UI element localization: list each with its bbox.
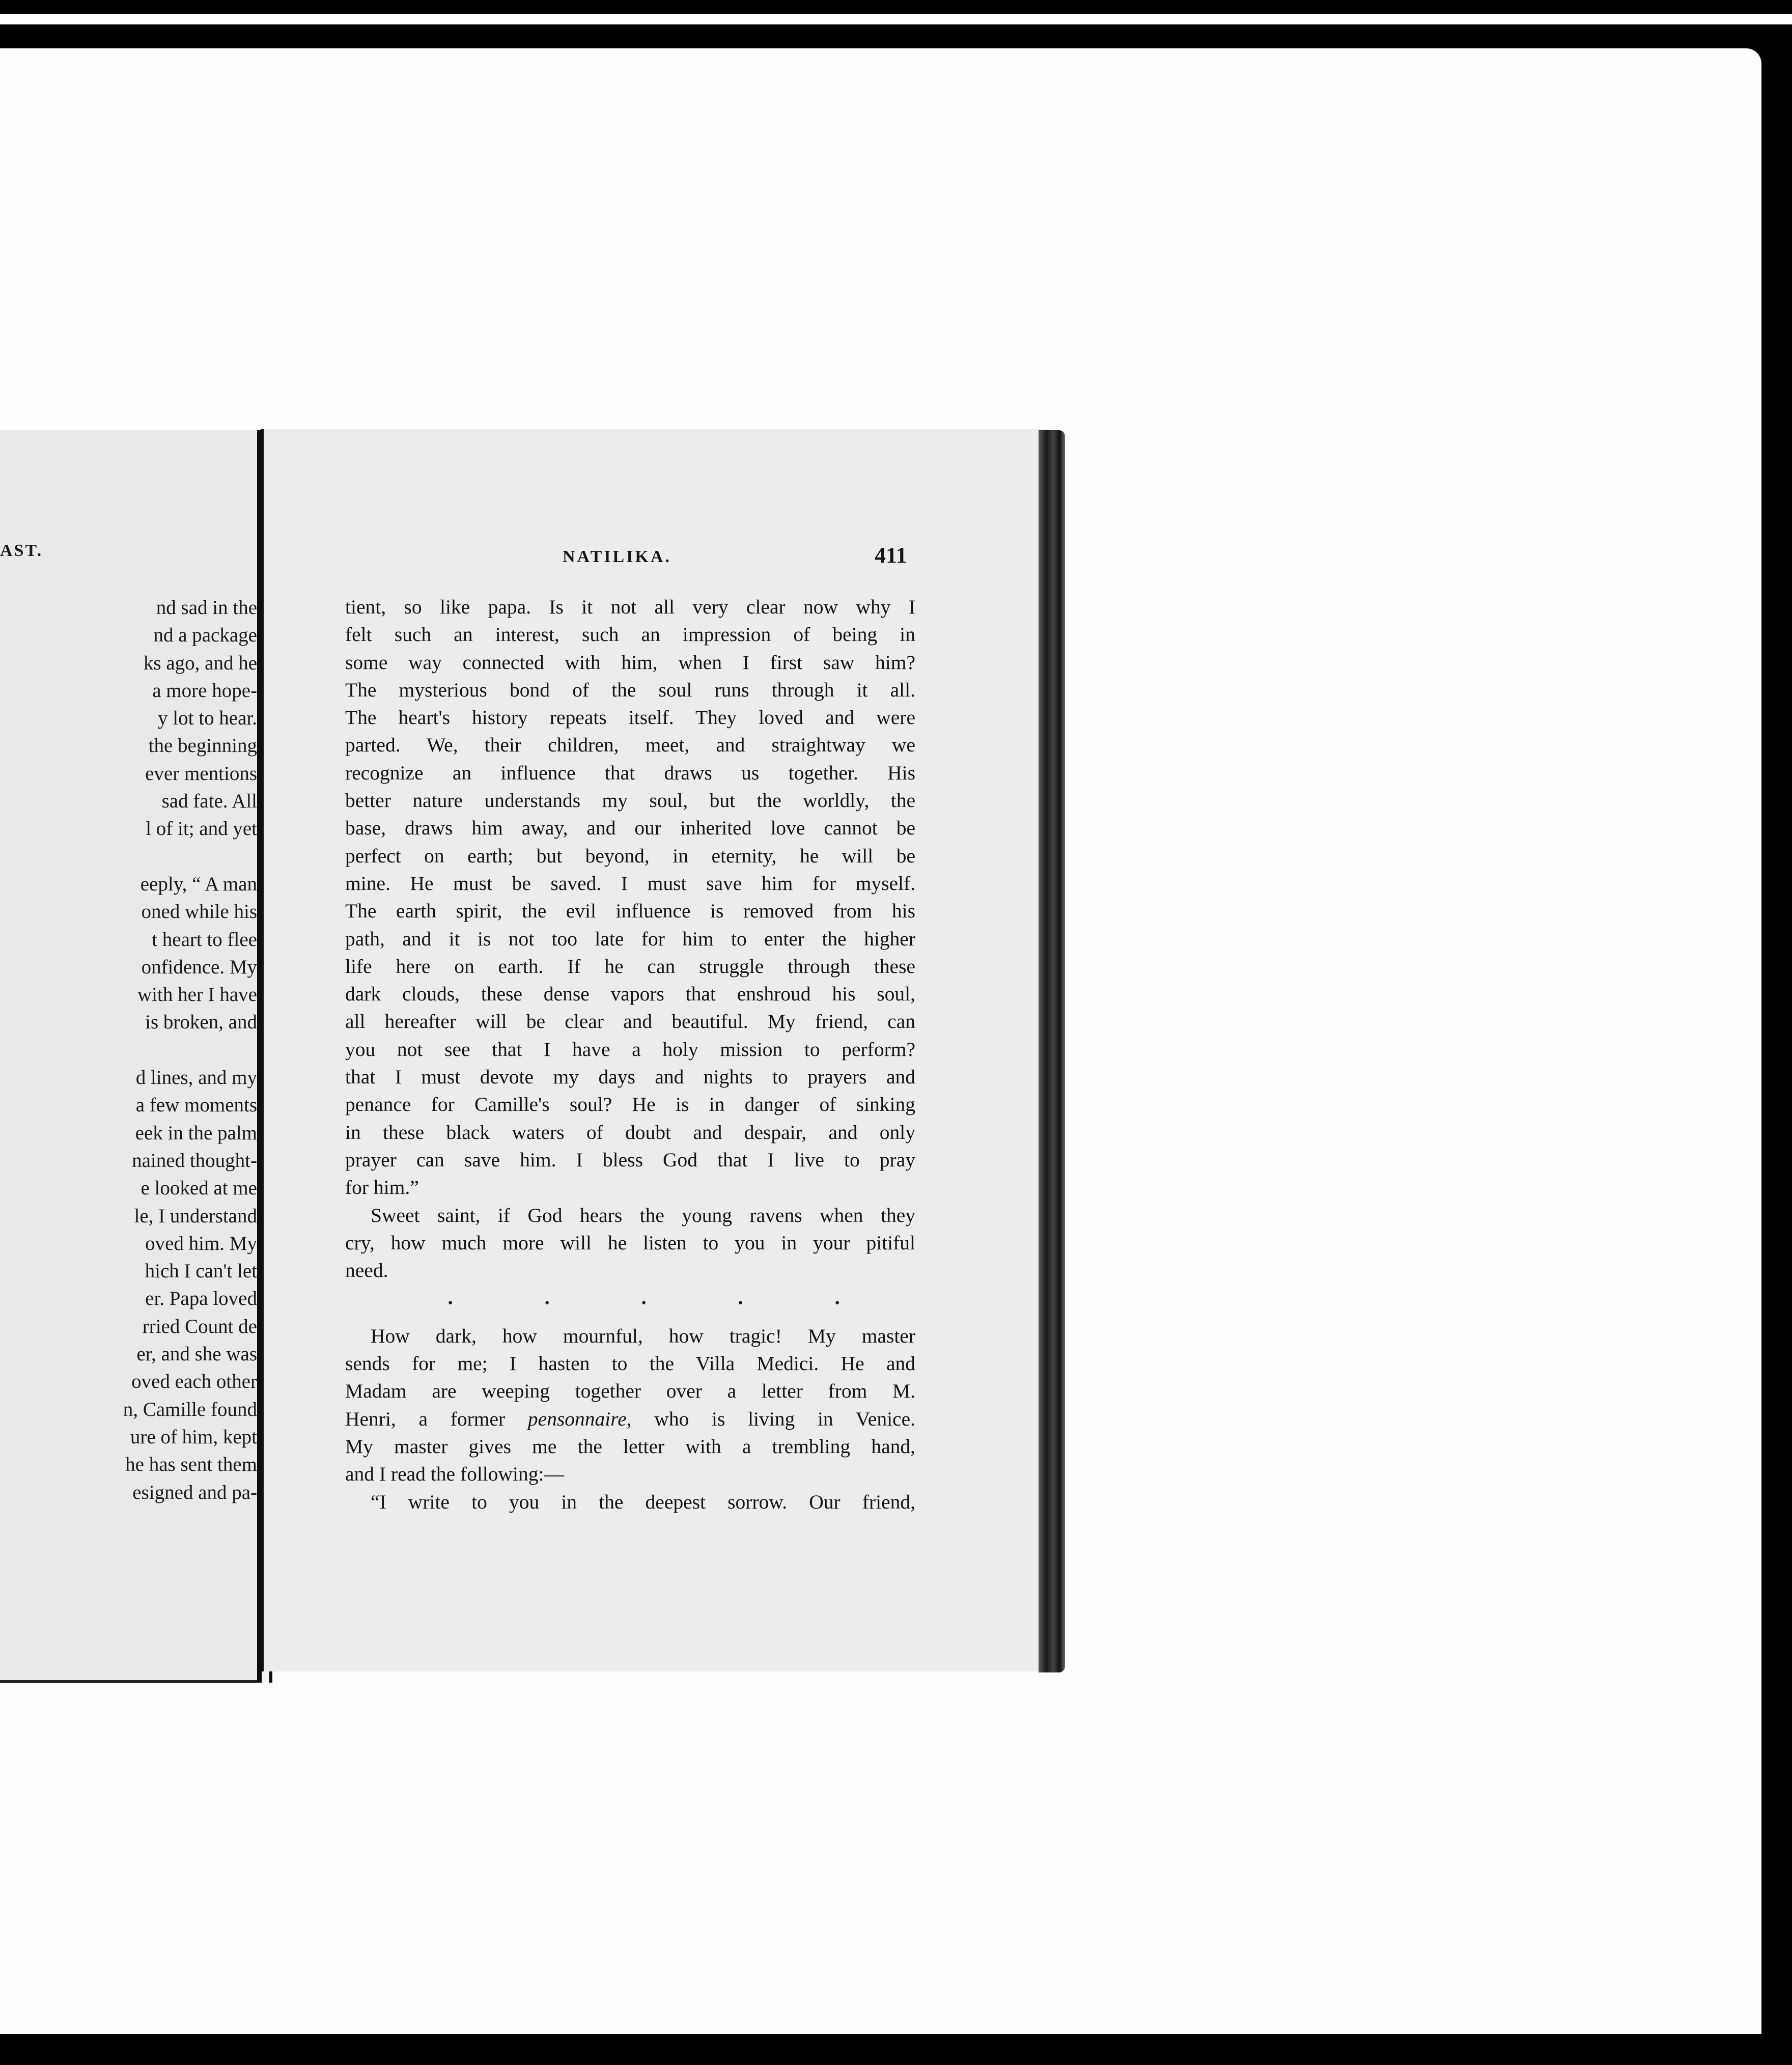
left-text-line: sad fate. All <box>161 790 257 813</box>
text-line: recognize an influence that draws us together. His <box>345 761 915 784</box>
left-text-line: n, Camille found <box>123 1398 257 1420</box>
text-line: prayer can save him. I bless God that I live to pray <box>345 1148 915 1171</box>
text-line: Henri, a former pensonnaire, who is living in Venice. <box>345 1407 915 1430</box>
text-line: for him.” <box>345 1176 419 1199</box>
text-line: Sweet saint, if God hears the young ravens when they <box>371 1204 915 1226</box>
text-line: penance for Camille's soul? He is in danger of sinking <box>345 1093 915 1116</box>
left-text-line: ever mentions <box>145 762 257 785</box>
text-line: The mysterious bond of the soul runs through it all. <box>345 678 915 701</box>
text-line: “I write to you in the deepest sorrow. Our friend, <box>371 1490 915 1513</box>
text-line: all hereafter will be clear and beautiful. My friend, can <box>345 1010 915 1033</box>
left-text-line <box>43 1037 257 1064</box>
left-text-line: t heart to flee <box>152 928 257 951</box>
page-number: 411 <box>875 543 907 568</box>
text-line: Madam are weeping together over a letter from M. <box>345 1380 915 1403</box>
text-line: felt such an interest, such an impression of being in <box>345 623 915 646</box>
break-dot: · <box>640 1291 648 1315</box>
break-dot: · <box>737 1291 744 1315</box>
left-text-line: eeply, “ A man <box>140 873 257 895</box>
left-text-line: y lot to hear. <box>158 707 257 730</box>
left-text-line: he has sent them <box>125 1454 257 1476</box>
text-line: better nature understands my soul, but the worldly, the <box>345 789 915 812</box>
left-text-line: nd a package <box>153 624 257 647</box>
left-text-line: oved each other <box>131 1371 257 1393</box>
text-line: tient, so like papa. Is it not all very clear now why I <box>345 596 915 618</box>
text-line: base, draws him away, and our inherited love cannot be <box>345 817 915 840</box>
text-line: mine. He must be saved. I must save him for myself. <box>345 872 915 895</box>
left-text-line: a few moments <box>135 1094 257 1117</box>
left-text-line: l of it; and yet <box>146 818 257 840</box>
right-page <box>261 429 1048 1671</box>
left-text-line: eek in the palm <box>135 1122 257 1144</box>
text-line: you not see that I have a holy mission to perform? <box>345 1038 915 1061</box>
left-text-line: rried Count de <box>142 1315 257 1337</box>
page-block-edge <box>1039 430 1065 1672</box>
text-line: some way connected with him, when I first saw him? <box>345 651 915 674</box>
left-text-line: with her I have <box>137 984 257 1006</box>
text-line: The heart's history repeats itself. They loved and were <box>345 706 915 729</box>
left-text-line: nd sad in the <box>156 597 257 619</box>
left-text-line: nained thought- <box>132 1149 257 1171</box>
left-running-head: AST. <box>0 541 43 560</box>
left-text-line: is broken, and <box>145 1011 257 1034</box>
left-text-line: ks ago, and he <box>143 652 257 674</box>
left-page <box>0 430 257 1683</box>
left-text-line: ure of him, kept <box>130 1426 257 1448</box>
text-line: path, and it is not too late for him to enter the higher <box>345 927 915 950</box>
text-line: life here on earth. If he can struggle through these <box>345 955 915 978</box>
left-text-line: oned while his <box>141 901 257 923</box>
running-head-title: NATILIKA. <box>563 547 671 566</box>
scan-top-strip <box>0 14 1792 24</box>
left-text-line: a more hope- <box>152 679 257 702</box>
break-dot: · <box>447 1291 454 1315</box>
left-text-line: onfidence. My <box>141 956 257 978</box>
break-dot: · <box>544 1291 551 1315</box>
page-body-text <box>345 593 915 1516</box>
section-break-dots <box>345 1284 915 1315</box>
text-line: How dark, how mournful, how tragic! My master <box>371 1324 915 1347</box>
left-text-line: hich I can't let <box>145 1260 257 1282</box>
left-text-line <box>43 843 257 871</box>
left-text-line: d lines, and my <box>135 1067 257 1089</box>
text-line: cry, how much more will he listen to you in your pitiful <box>345 1231 915 1254</box>
left-page-text <box>43 594 257 1506</box>
text-line: perfect on earth; but beyond, in eternity, he will be <box>345 844 915 867</box>
text-line: My master gives me the letter with a trembling hand, <box>345 1435 915 1458</box>
left-text-line: er. Papa loved <box>145 1288 257 1310</box>
left-text-line: esigned and pa- <box>132 1481 257 1503</box>
text-line: The earth spirit, the evil influence is removed from his <box>345 900 915 923</box>
left-text-line: oved him. My <box>145 1232 257 1254</box>
left-text-line: er, and she was <box>136 1343 257 1365</box>
break-dot: · <box>834 1291 841 1315</box>
open-book <box>0 415 1069 1688</box>
left-text-line: e looked at me <box>141 1177 257 1199</box>
text-line: parted. We, their children, meet, and straightway we <box>345 734 915 757</box>
text-line: in these black waters of doubt and despair, and only <box>345 1121 915 1143</box>
text-line: and I read the following:— <box>345 1463 564 1486</box>
scan-background <box>0 48 1761 2034</box>
left-text-line: the beginning <box>148 735 257 757</box>
paragraph-gap <box>345 1312 915 1322</box>
text-line: dark clouds, these dense vapors that enshroud his soul, <box>345 983 915 1006</box>
left-text-line: le, I understand <box>134 1205 257 1227</box>
text-line: need. <box>345 1259 388 1282</box>
text-line: sends for me; I hasten to the Villa Medici. He and <box>345 1352 915 1375</box>
text-line: that I must devote my days and nights to prayers and <box>345 1066 915 1089</box>
